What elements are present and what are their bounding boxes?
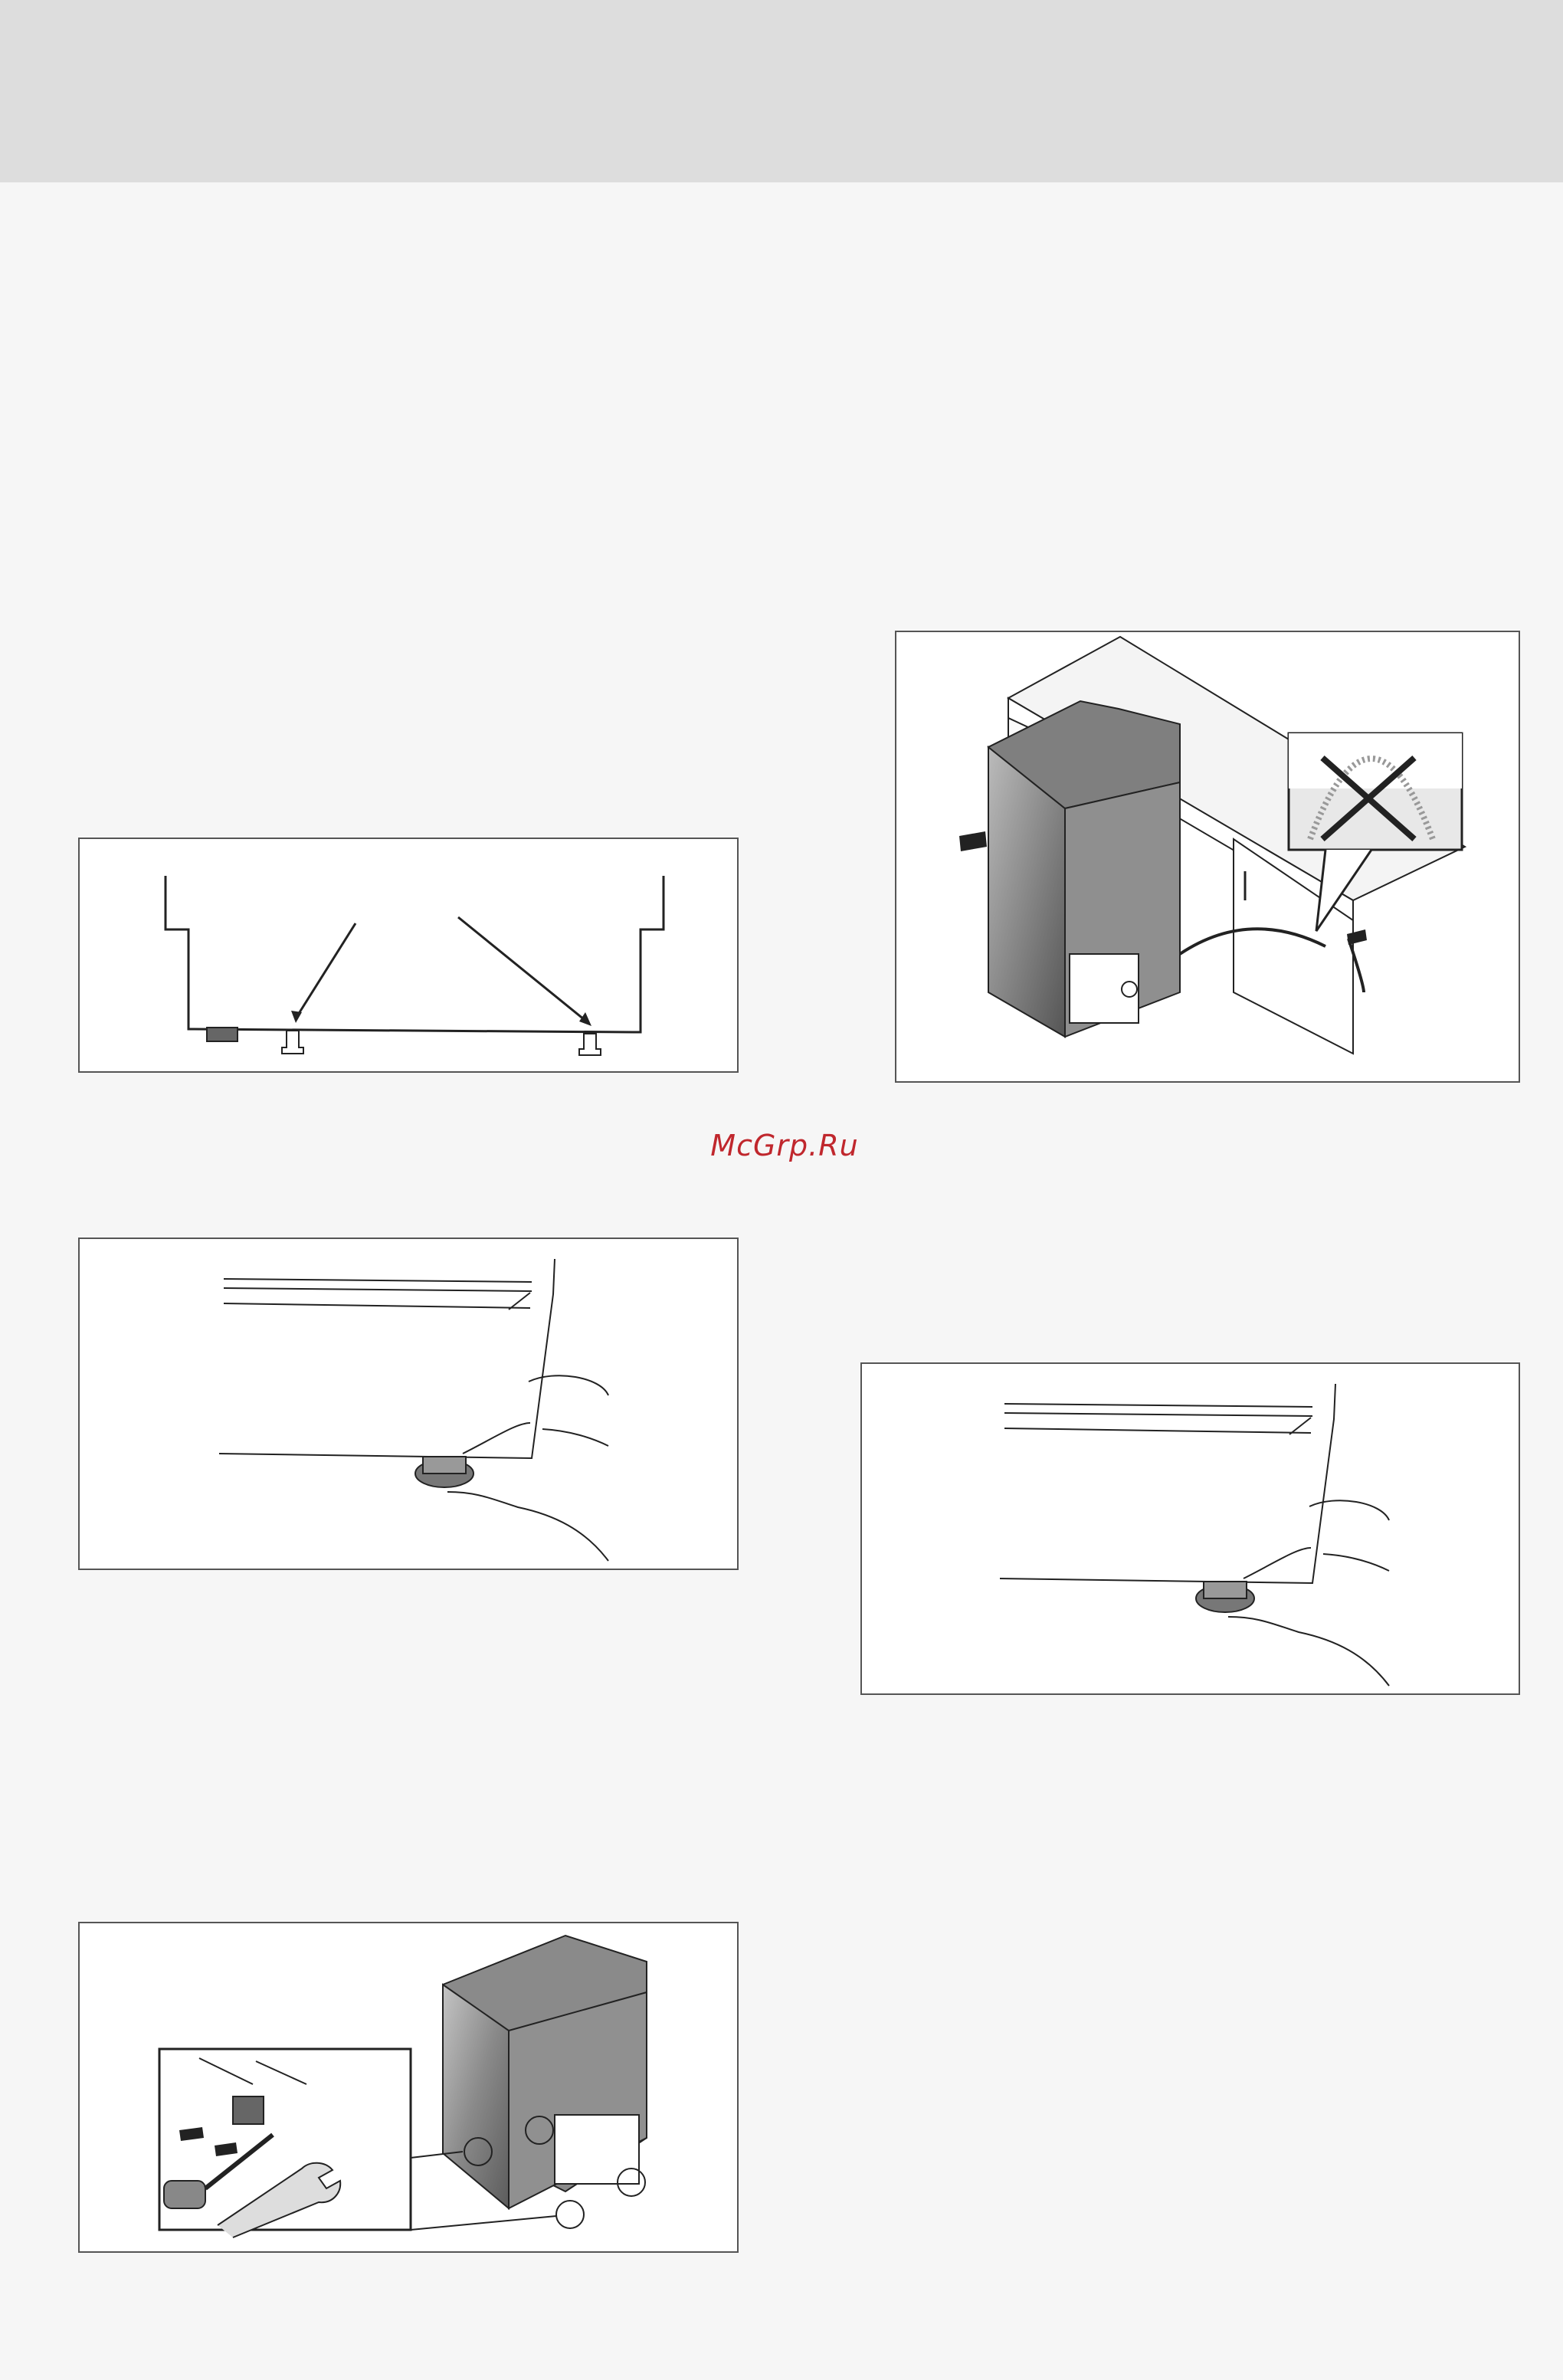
hand-turning-foot-illustration — [80, 1239, 739, 1570]
adjustable-feet-illustration — [80, 839, 739, 1073]
hand-adjust-right — [860, 1362, 1520, 1695]
hand-adjust-left — [78, 1238, 739, 1570]
installation-diagram — [895, 631, 1520, 1083]
header-band — [0, 0, 1563, 182]
dishwasher-under-counter-illustration — [896, 632, 1520, 1083]
screwdriver-wrench-illustration — [80, 1923, 739, 2253]
hand-turning-foot-illustration — [862, 1364, 1520, 1695]
feet-diagram — [78, 838, 739, 1073]
tools-adjust — [78, 1922, 739, 2253]
watermark: McGrp.Ru — [710, 1129, 859, 1162]
